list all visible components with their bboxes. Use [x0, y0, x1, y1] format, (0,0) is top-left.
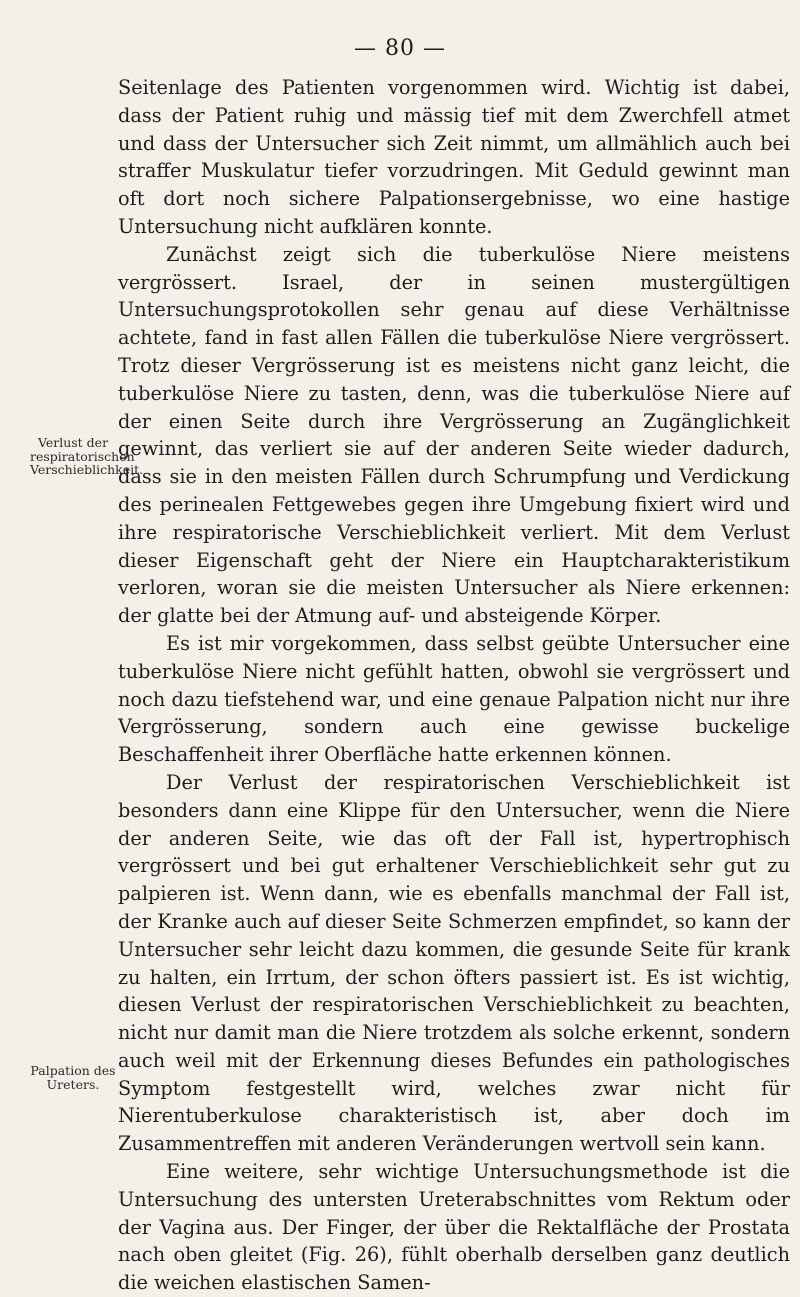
margin-note-ureter: Palpation des Ureters.: [30, 1063, 116, 1092]
paragraph: Es ist mir vorgekommen, dass selbst geübte Untersucher eine tuberkulöse Niere nicht gefühlt hatten, obwohl sie vergrössert und noch dazu tiefstehend war, und eine genaue Palpation nicht nur ihre Vergrösserung, sondern auch eine gewisse buckelige Beschaffenheit ihrer Oberfläche hatte erkennen können.: [118, 631, 790, 767]
paragraph: Der Verlust der respiratorischen Verschieblichkeit ist besonders dann eine Klippe für den Untersucher, wenn die Niere der anderen Seite, wie das oft der Fall ist, hypertrophisch vergrössert und bei gut erhaltener Verschieblichkeit sehr gut zu palpieren ist. Wenn dann, wie es ebenfalls manchmal der Fall ist, der Kranke auch auf dieser Seite Schmerzen empfindet, so kann der Untersucher sehr leicht dazu kommen, die gesunde Seite für krank zu halten, ein Irrtum, der schon öfters passiert ist. Es ist wichtig, diesen Verlust der respiratorischen Verschieblichkeit zu beachten, nicht nur damit man die Niere trotzdem als solche erkennt, sondern auch weil mit der Erkennung dieses Befundes ein pathologisches Symptom festgestellt wird, welches zwar nicht für Nierentuberkulose charakteristisch ist, aber doch im Zusammentreffen mit anderen Veränderungen wertvoll sein kann.: [118, 770, 790, 1156]
paragraph: Eine weitere, sehr wichtige Untersuchungsmethode ist die Untersuchung des untersten Ureterabschnittes vom Rektum oder der Vagina aus. Der Finger, der über die Rektalfläche der Prostata nach oben gleitet (Fig. 26), fühlt oberhalb derselben ganz deutlich die weichen elastischen Samen-: [118, 1160, 790, 1295]
paragraph: Zunächst zeigt sich die tuberkulöse Niere meistens vergrössert. Israel, der in seinen mustergültigen Untersuchungsprotokollen sehr genau auf diese Verhältnisse achtete, fand in fast allen Fällen die tuberkulöse Niere vergrössert. Trotz dieser Vergrösserung ist es meistens nicht ganz leicht, die tuberkulöse Niere zu tasten, denn, was die tuberkulöse Niere auf der einen Seite durch ihre Vergrösserung an Zugänglichkeit gewinnt, das verliert sie auf der anderen Seite wieder dadurch, dass sie in den meisten Fällen durch Schrumpfung und Verdickung des perinealen Fettgewebes gegen ihre Umgebung fixiert wird und ihre respiratorische Verschieblichkeit verliert. Mit dem Verlust dieser Eigenschaft geht der Niere ein Hauptcharakteristikum verloren, woran sie die meisten Untersucher als Niere erkennen: der glatte bei der Atmung auf- und absteigende Körper.: [118, 242, 790, 628]
page-number: — 80 —: [354, 36, 446, 61]
body-text: [118, 74, 790, 1297]
margin-note-verschieblichkeit: Verlust der respiratorischen Verschieblichkeit.: [30, 435, 144, 477]
paragraph: Seitenlage des Patienten vorgenommen wird. Wichtig ist dabei, dass der Patient ruhig und mässig tief mit dem Zwerchfell atmet und dass der Untersucher sich Zeit nimmt, um allmählich auch bei straffer Muskulatur tiefer vorzudringen. Mit Geduld gewinnt man oft dort noch sichere Palpationsergebnisse, wo eine hastige Untersuchung nicht aufklären konnte.: [118, 76, 790, 238]
